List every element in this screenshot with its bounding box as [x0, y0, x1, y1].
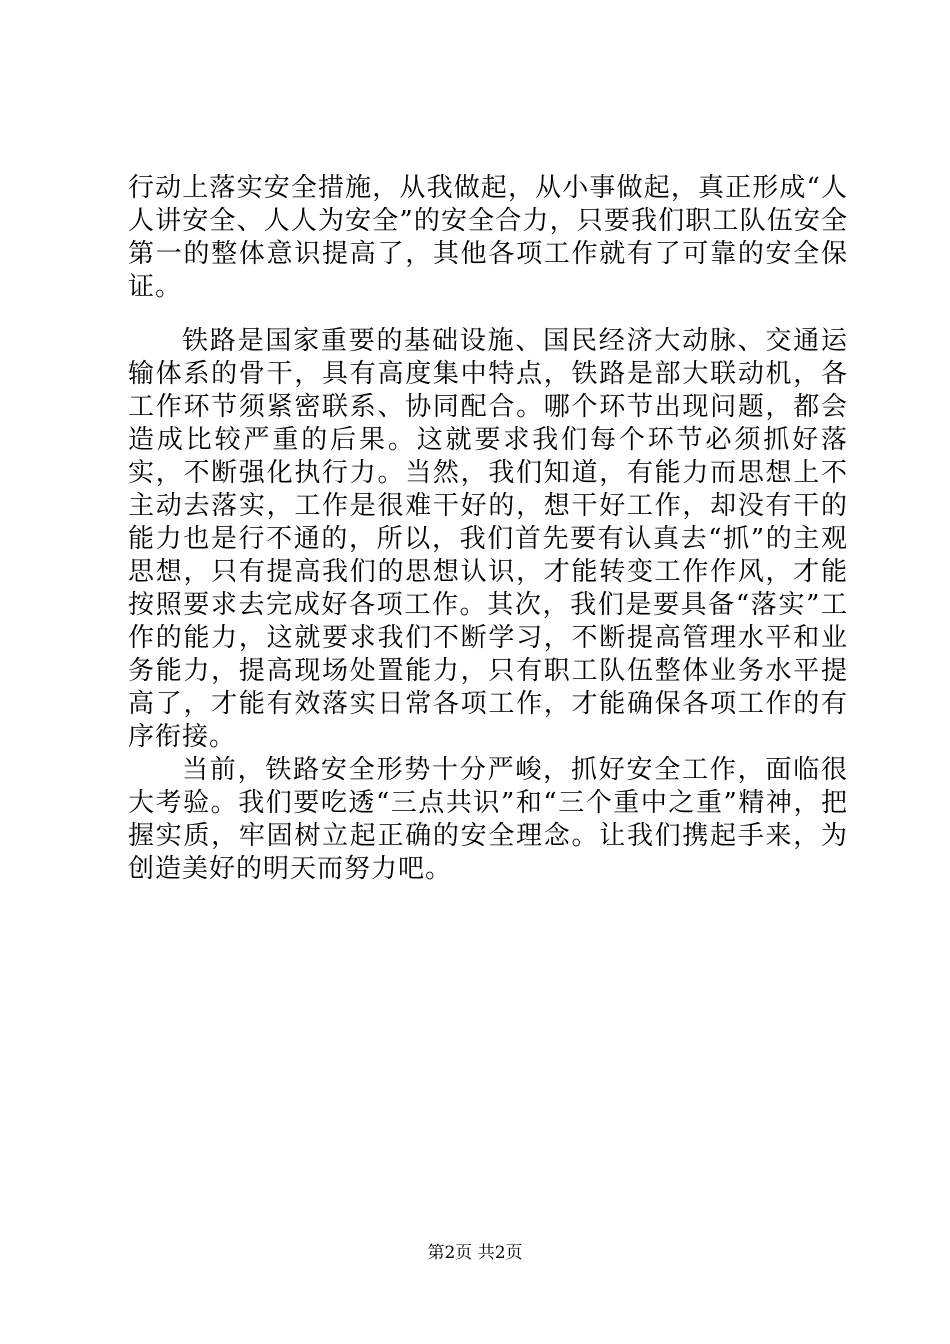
paragraph-safety-situation: 当前，铁路安全形势十分严峻，抓好安全工作，面临很大考验。我们要吃透“三点共识”和“三个重中之重”精神，把握实质，牢固树立起正确的安全理念。让我们携起手来，为创造美好的明天而努力吧。 [128, 755, 848, 884]
paragraph-continuation: 行动上落实安全措施，从我做起，从小事做起，真正形成“人人讲安全、人人为安全”的安全合力，只要我们职工队伍安全第一的整体意识提高了，其他各项工作就有了可靠的安全保证。 [128, 173, 848, 302]
document-body [128, 172, 848, 886]
page-number-footer: 第2页 共2页 [427, 1243, 523, 1263]
paragraph-railway-infrastructure: 铁路是国家重要的基础设施、国民经济大动脉、交通运输体系的骨干，具有高度集中特点，铁路是部大联动机，各工作环节须紧密联系、协同配合。哪个环节出现问题，都会造成比较严重的后果。这就要求我们每个环节必须抓好落实，不断强化执行力。当然，我们知道，有能力而思想上不主动去落实，工作是很难干好的，想干好工作，却没有干的能力也是行不通的，所以，我们首先要有认真去“抓”的主观思想，只有提高我们的思想认识，才能转变工作作风，才能按照要求去完成好各项工作。其次，我们是要具备“落实”工作的能力，这就要求我们不断学习，不断提高管理水平和业务能力，提高现场处置能力，只有职工队伍整体业务水平提高了，才能有效落实日常各项工作，才能确保各项工作的有序衔接。 [128, 326, 848, 752]
